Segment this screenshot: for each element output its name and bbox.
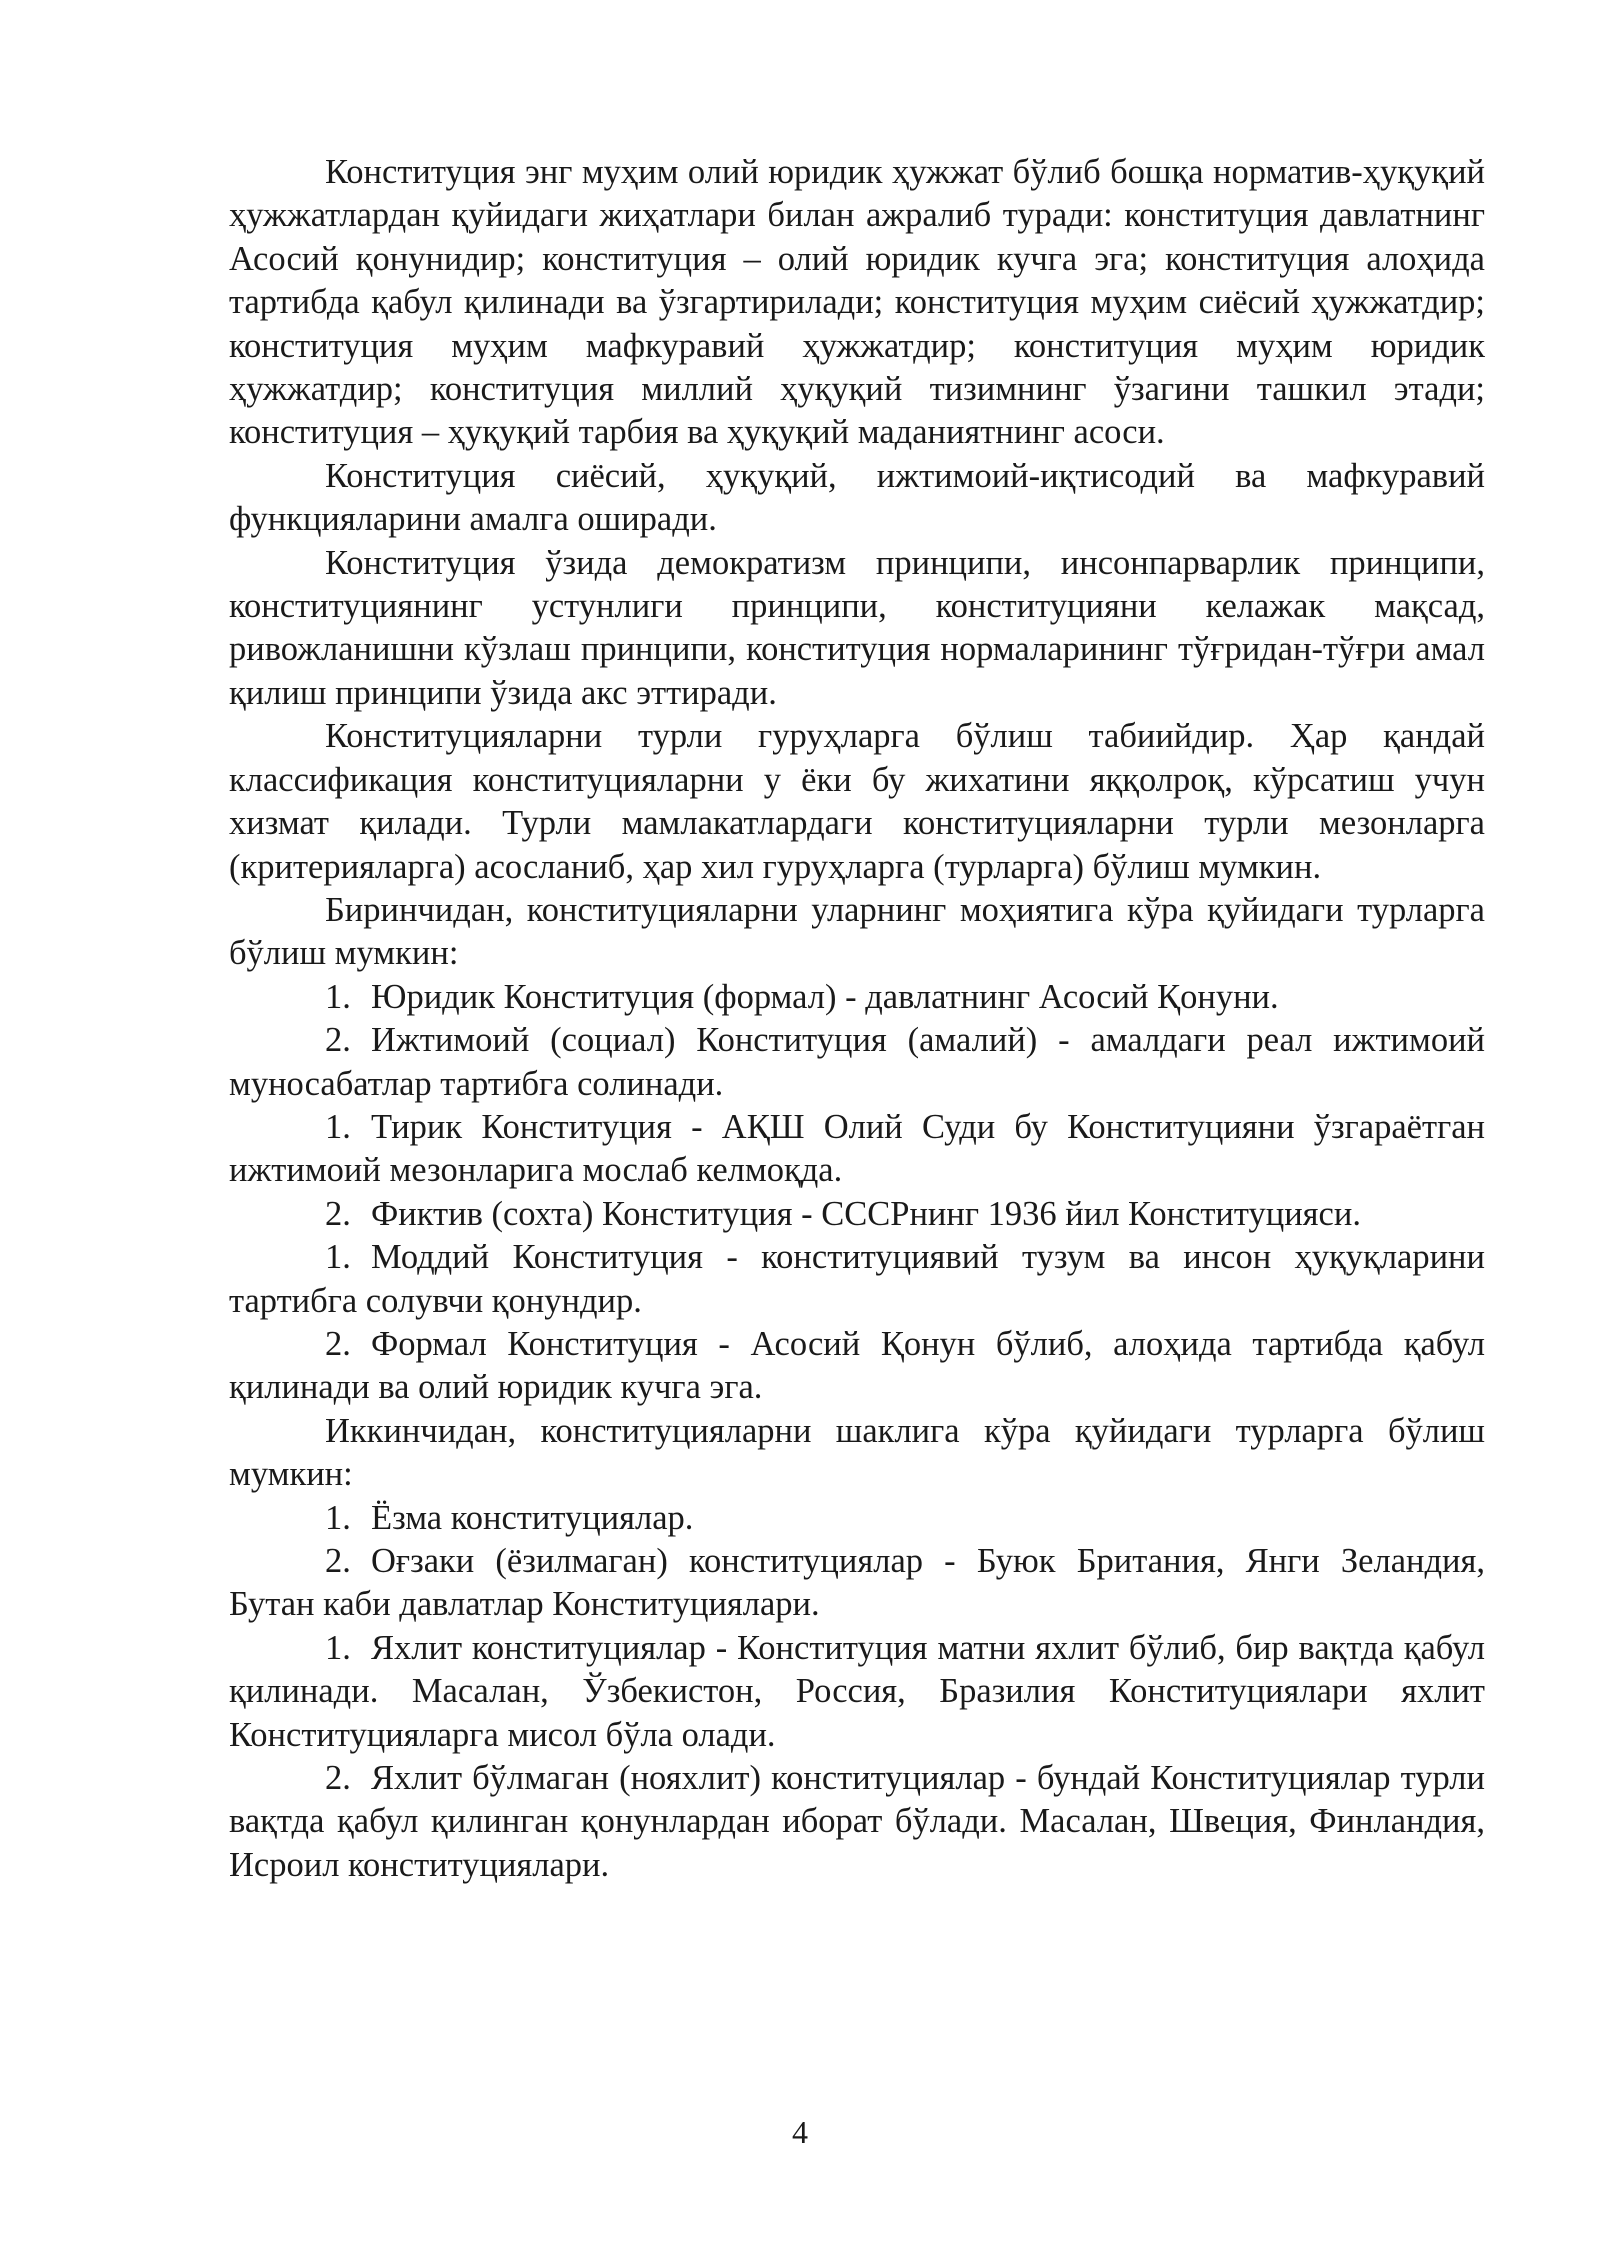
list-item [229,1106,1485,1193]
list-item [229,1540,1485,1627]
paragraph: Конституция энг муҳим олий юридик ҳужжат бўлиб бошқа норматив-ҳуқуқий ҳужжатлардан қуйидаги жиҳатлари билан ажралиб туради: конституция давлатнинг Асосий қонунидир; конституция – олий юридик кучга эга; конституция алоҳида тартибда қабул қилинади ва ўзгартирилади; конституция муҳим сиёсий ҳужжатдир; конституция муҳим мафкуравий ҳужжатдир; конституция муҳим юридик ҳужжатдир; конституция миллий ҳуқуқий тизимнинг ўзагини ташкил этади; конституция – ҳуқуқий тарбия ва ҳуқуқий маданиятнинг асоси. [229,153,1485,452]
list-item [229,1019,1485,1106]
list-item-number: 2. [325,1324,351,1363]
list-item-number: 2. [325,1759,351,1798]
document-body [229,151,1485,1887]
paragraph: Биринчидан, конституцияларни уларнинг моҳиятига кўра қуйидаги турларга бўлиш мумкин: [229,890,1485,973]
list-item-text: Оғзаки (ёзилмаган) конституциялар - Буюк Британия, Янги Зеландия, Бутан каби давлатлар Конституциялари. [229,1542,1485,1624]
list-item-number: 1. [325,1498,351,1537]
list-item-text: Ёзма конституциялар. [371,1498,694,1537]
paragraph: Иккинчидан, конституцияларни шаклига кўра қуйидаги турларга бўлиш мумкин: [229,1411,1485,1494]
paragraph: Конституция сиёсий, ҳуқуқий, ижтимоий-иқтисодий ва мафкуравий функцияларини амалга оширади. [229,456,1485,539]
list-item [229,976,1485,1019]
list-item-number: 1. [325,1628,351,1667]
list-item-text: Формал Конституция - Асосий Қонун бўлиб, алоҳида тартибда қабул қилинади ва олий юридик кучга эга. [229,1324,1485,1407]
list-item [229,1627,1485,1757]
list-item-text: Юридик Конституция (формал) - давлатнинг Асосий Қонуни. [371,977,1279,1016]
list-item [229,1323,1485,1410]
list-item-number: 2. [325,1542,351,1580]
list-item-text: Яхлит конституциялар - Конституция матни яхлит бўлиб, бир вақтда қабул қилинади. Масалан, Ўзбекистон, Россия, Бразилия Конституциялари яхлит Конституцияларга мисол бўла олади. [229,1628,1485,1754]
list-item [229,1236,1485,1323]
page-number: 4 [792,2114,808,2150]
list-item-number: 1. [325,977,351,1016]
list-item-text: Моддий Конституция - конституциявий тузум ва инсон ҳуқуқларини тартибга солувчи қонундир. [229,1238,1485,1320]
list-item-text: Яхлит бўлмаган (нояхлит) конституциялар - бундай Конституциялар турли вақтда қабул қилинган қонунлардан иборат бўлади. Масалан, Швеция, Финландия, Исроил конституциялари. [229,1759,1485,1884]
paragraph: Конституция ўзида демократизм принципи, инсонпарварлик принципи, конституциянинг устунлиги принципи, конституцияни келажак мақсад, ривожланишни кўзлаш принципи, конституция нормаларининг тўғридан-тўғри амал қилиш принципи ўзида акс эттиради. [229,543,1485,712]
list-item [229,1497,1485,1540]
list-item-number: 2. [325,1194,351,1233]
list-item-number: 2. [325,1021,351,1060]
paragraph: Конституцияларни турли гуруҳларга бўлиш табиийдир. Ҳар қандай классификация конституцияларни у ёки бу жихатини яққолроқ, кўрсатиш учун хизмат қилади. Турли мамлакатлардаги конституцияларни турли мезонларга (критерияларга) асосланиб, ҳар хил гуруҳларга (турларга) бўлиш мумкин. [229,717,1485,886]
list-item-text: Ижтимоий (социал) Конституция (амалий) - амалдаги реал ижтимоий муносабатлар тартибга солинади. [229,1021,1485,1103]
list-item [229,1757,1485,1887]
list-item [229,1193,1485,1236]
list-item-text: Тирик Конституция - АҚШ Олий Суди бу Конституцияни ўзгараётган ижтимоий мезонларига мослаб келмоқда. [229,1107,1485,1190]
list-item-text: Фиктив (сохта) Конституция - СССРнинг 1936 йил Конституцияси. [371,1194,1361,1233]
list-item-number: 1. [325,1107,351,1146]
list-item-number: 1. [325,1238,351,1277]
